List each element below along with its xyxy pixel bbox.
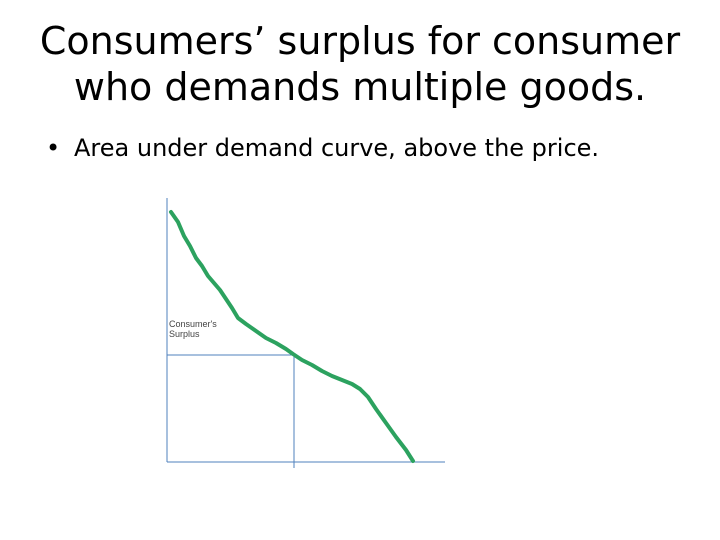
bullet-marker: • [46, 134, 61, 162]
demand-curve [171, 212, 413, 461]
title-line-2: who demands multiple goods. [73, 65, 647, 109]
bullet-text: Area under demand curve, above the price. [74, 134, 600, 162]
consumer-surplus-label: Consumer's [169, 319, 217, 329]
consumer-surplus-label-line-2: Surplus [169, 329, 200, 339]
title-line-1: Consumers’ surplus for consumer [39, 19, 681, 63]
